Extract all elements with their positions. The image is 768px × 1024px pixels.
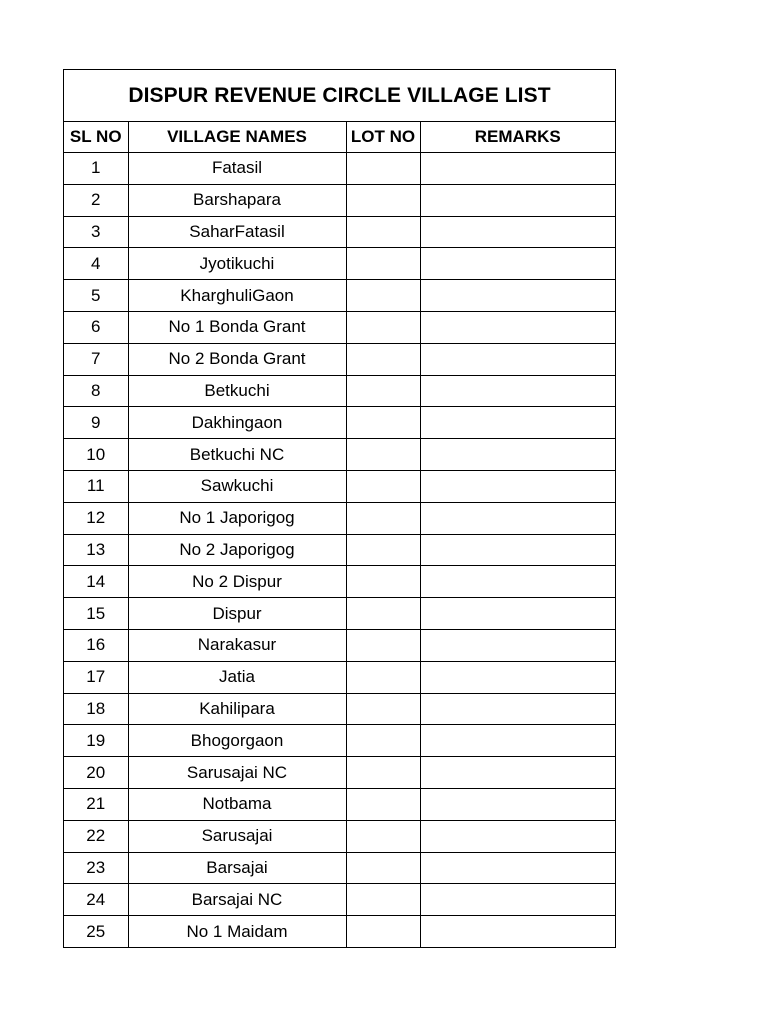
cell-lot-no xyxy=(346,502,420,534)
cell-village-name: No 1 Maidam xyxy=(128,916,346,947)
cell-lot-no xyxy=(346,852,420,884)
cell-lot-no xyxy=(346,725,420,757)
cell-lot-no xyxy=(346,439,420,471)
table-row xyxy=(64,534,615,566)
table-row xyxy=(64,884,615,916)
cell-remarks xyxy=(420,629,615,661)
cell-remarks xyxy=(420,661,615,693)
cell-lot-no xyxy=(346,280,420,312)
cell-remarks xyxy=(420,820,615,852)
cell-sl-no: 12 xyxy=(64,502,128,534)
cell-sl-no: 20 xyxy=(64,757,128,789)
cell-lot-no xyxy=(346,534,420,566)
table-row xyxy=(64,216,615,248)
cell-remarks xyxy=(420,311,615,343)
cell-remarks xyxy=(420,502,615,534)
table-row xyxy=(64,788,615,820)
cell-sl-no: 13 xyxy=(64,534,128,566)
cell-remarks xyxy=(420,470,615,502)
cell-village-name: Sawkuchi xyxy=(128,470,346,502)
cell-sl-no: 1 xyxy=(64,153,128,185)
cell-lot-no xyxy=(346,757,420,789)
cell-sl-no: 14 xyxy=(64,566,128,598)
cell-remarks xyxy=(420,343,615,375)
cell-sl-no: 7 xyxy=(64,343,128,375)
table-row xyxy=(64,311,615,343)
cell-remarks xyxy=(420,566,615,598)
cell-village-name: Narakasur xyxy=(128,629,346,661)
cell-village-name: Dakhingaon xyxy=(128,407,346,439)
table-row xyxy=(64,661,615,693)
cell-village-name: No 2 Japorigog xyxy=(128,534,346,566)
cell-sl-no: 8 xyxy=(64,375,128,407)
cell-sl-no: 22 xyxy=(64,820,128,852)
column-header-sl-no: SL NO xyxy=(64,122,128,153)
cell-sl-no: 10 xyxy=(64,439,128,471)
cell-lot-no xyxy=(346,184,420,216)
cell-village-name: No 2 Dispur xyxy=(128,566,346,598)
cell-remarks xyxy=(420,884,615,916)
table-row xyxy=(64,502,615,534)
cell-sl-no: 3 xyxy=(64,216,128,248)
cell-sl-no: 23 xyxy=(64,852,128,884)
cell-lot-no xyxy=(346,343,420,375)
cell-lot-no xyxy=(346,884,420,916)
table-row xyxy=(64,629,615,661)
cell-lot-no xyxy=(346,661,420,693)
cell-village-name: No 2 Bonda Grant xyxy=(128,343,346,375)
column-header-remarks: REMARKS xyxy=(420,122,615,153)
cell-lot-no xyxy=(346,311,420,343)
table-row xyxy=(64,820,615,852)
table-row xyxy=(64,598,615,630)
table-row xyxy=(64,153,615,185)
cell-sl-no: 24 xyxy=(64,884,128,916)
column-header-lot-no: LOT NO xyxy=(346,122,420,153)
table-row xyxy=(64,439,615,471)
cell-village-name: Betkuchi NC xyxy=(128,439,346,471)
cell-village-name: No 1 Bonda Grant xyxy=(128,311,346,343)
cell-lot-no xyxy=(346,820,420,852)
cell-sl-no: 18 xyxy=(64,693,128,725)
cell-lot-no xyxy=(346,375,420,407)
table-row xyxy=(64,916,615,947)
cell-lot-no xyxy=(346,566,420,598)
village-list-sheet xyxy=(63,69,616,948)
cell-lot-no xyxy=(346,916,420,947)
table-row xyxy=(64,407,615,439)
cell-village-name: Sarusajai NC xyxy=(128,757,346,789)
cell-village-name: Jyotikuchi xyxy=(128,248,346,280)
cell-village-name: KharghuliGaon xyxy=(128,280,346,312)
cell-remarks xyxy=(420,216,615,248)
table-row xyxy=(64,343,615,375)
cell-village-name: Betkuchi xyxy=(128,375,346,407)
cell-remarks xyxy=(420,725,615,757)
table-row xyxy=(64,470,615,502)
table-row xyxy=(64,725,615,757)
cell-sl-no: 9 xyxy=(64,407,128,439)
cell-remarks xyxy=(420,375,615,407)
table-row xyxy=(64,757,615,789)
cell-lot-no xyxy=(346,216,420,248)
cell-sl-no: 25 xyxy=(64,916,128,947)
table-row xyxy=(64,184,615,216)
cell-village-name: Barsajai NC xyxy=(128,884,346,916)
table-body xyxy=(64,153,615,947)
cell-village-name: SaharFatasil xyxy=(128,216,346,248)
cell-lot-no xyxy=(346,248,420,280)
table-row xyxy=(64,566,615,598)
cell-village-name: Kahilipara xyxy=(128,693,346,725)
cell-lot-no xyxy=(346,598,420,630)
cell-village-name: Sarusajai xyxy=(128,820,346,852)
cell-remarks xyxy=(420,184,615,216)
cell-remarks xyxy=(420,248,615,280)
document-title: DISPUR REVENUE CIRCLE VILLAGE LIST xyxy=(64,70,615,122)
cell-village-name: Dispur xyxy=(128,598,346,630)
cell-sl-no: 11 xyxy=(64,470,128,502)
cell-sl-no: 21 xyxy=(64,788,128,820)
cell-lot-no xyxy=(346,153,420,185)
cell-village-name: No 1 Japorigog xyxy=(128,502,346,534)
table-row xyxy=(64,248,615,280)
cell-village-name: Notbama xyxy=(128,788,346,820)
table-header-row xyxy=(64,122,615,153)
cell-remarks xyxy=(420,534,615,566)
cell-remarks xyxy=(420,598,615,630)
cell-sl-no: 6 xyxy=(64,311,128,343)
column-header-village-names: VILLAGE NAMES xyxy=(128,122,346,153)
cell-sl-no: 19 xyxy=(64,725,128,757)
table-row xyxy=(64,852,615,884)
cell-sl-no: 15 xyxy=(64,598,128,630)
cell-sl-no: 17 xyxy=(64,661,128,693)
cell-remarks xyxy=(420,852,615,884)
cell-remarks xyxy=(420,280,615,312)
cell-village-name: Jatia xyxy=(128,661,346,693)
cell-village-name: Fatasil xyxy=(128,153,346,185)
cell-remarks xyxy=(420,407,615,439)
cell-remarks xyxy=(420,693,615,725)
table-row xyxy=(64,375,615,407)
cell-sl-no: 5 xyxy=(64,280,128,312)
cell-lot-no xyxy=(346,470,420,502)
cell-sl-no: 2 xyxy=(64,184,128,216)
cell-village-name: Barshapara xyxy=(128,184,346,216)
cell-remarks xyxy=(420,916,615,947)
village-table xyxy=(64,122,615,947)
cell-lot-no xyxy=(346,407,420,439)
cell-remarks xyxy=(420,153,615,185)
cell-village-name: Bhogorgaon xyxy=(128,725,346,757)
cell-village-name: Barsajai xyxy=(128,852,346,884)
cell-sl-no: 16 xyxy=(64,629,128,661)
cell-remarks xyxy=(420,439,615,471)
cell-remarks xyxy=(420,757,615,789)
cell-sl-no: 4 xyxy=(64,248,128,280)
table-row xyxy=(64,280,615,312)
cell-lot-no xyxy=(346,788,420,820)
cell-lot-no xyxy=(346,693,420,725)
cell-lot-no xyxy=(346,629,420,661)
table-row xyxy=(64,693,615,725)
cell-remarks xyxy=(420,788,615,820)
